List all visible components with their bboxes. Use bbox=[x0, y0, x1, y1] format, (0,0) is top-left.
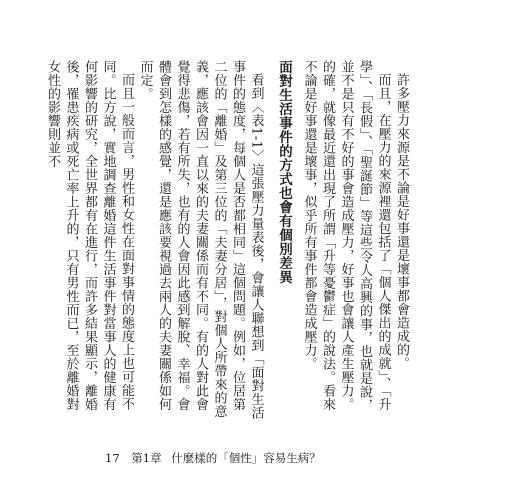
body-paragraph: 許多壓力來源是不論是好事還是壞事都會造成的。 bbox=[394, 73, 409, 370]
body-paragraph: 而且，在壓力的來源裡還包括了「個人傑出的成就」、「升學」、「長假」、「聖誕節」等這些令人高興的事，也就是說，並不是只有不好的事會造成壓力，好事也會讓人產生壓力。的確，就像最近還出現了所謂「升等憂鬱症」的說法。看來不論是好事還是壞事，似乎所有事件都會造成壓力。 bbox=[301, 60, 391, 412]
body-paragraph: 看到〈表1-1〉這張壓力量表後，會讓人聯想到「面對生活事件的態度，每個人是否都相同」這個問題。例如，位居第二位的「離婚」及第三位的「夫妻分居」，對個人所帶來的意義，應該會因一直以來的夫妻關係而有不同。有的人對此會覺得悲傷，若有所失，也有的人會因此感到解脫、幸福。會體會到怎樣的感覺，還是應該要視過去兩人的夫妻關係如何而定。 bbox=[137, 60, 264, 420]
body-paragraph: 而且一般而言，男性和女性在面對事情的態度上也可能不同。比方說，實地調查離婚這件生活事件對當事人的健康有何影響的研究，全世界都有在進行，而許多結果顯示，離婚後，罹患疾病或死亡率上升的，只有男性而已，至於離婚對女性的影響則並不 bbox=[45, 60, 134, 411]
vertical-text-body bbox=[43, 60, 411, 420]
chapter-title: 什麼樣的「個性」容易生病？ bbox=[171, 451, 321, 465]
chapter-label: 第1章 bbox=[131, 451, 162, 465]
section-heading: 面對生活事件的方式也會有個別差異 bbox=[276, 60, 292, 284]
page-footer bbox=[105, 450, 321, 466]
page-number: 17 bbox=[105, 451, 120, 465]
